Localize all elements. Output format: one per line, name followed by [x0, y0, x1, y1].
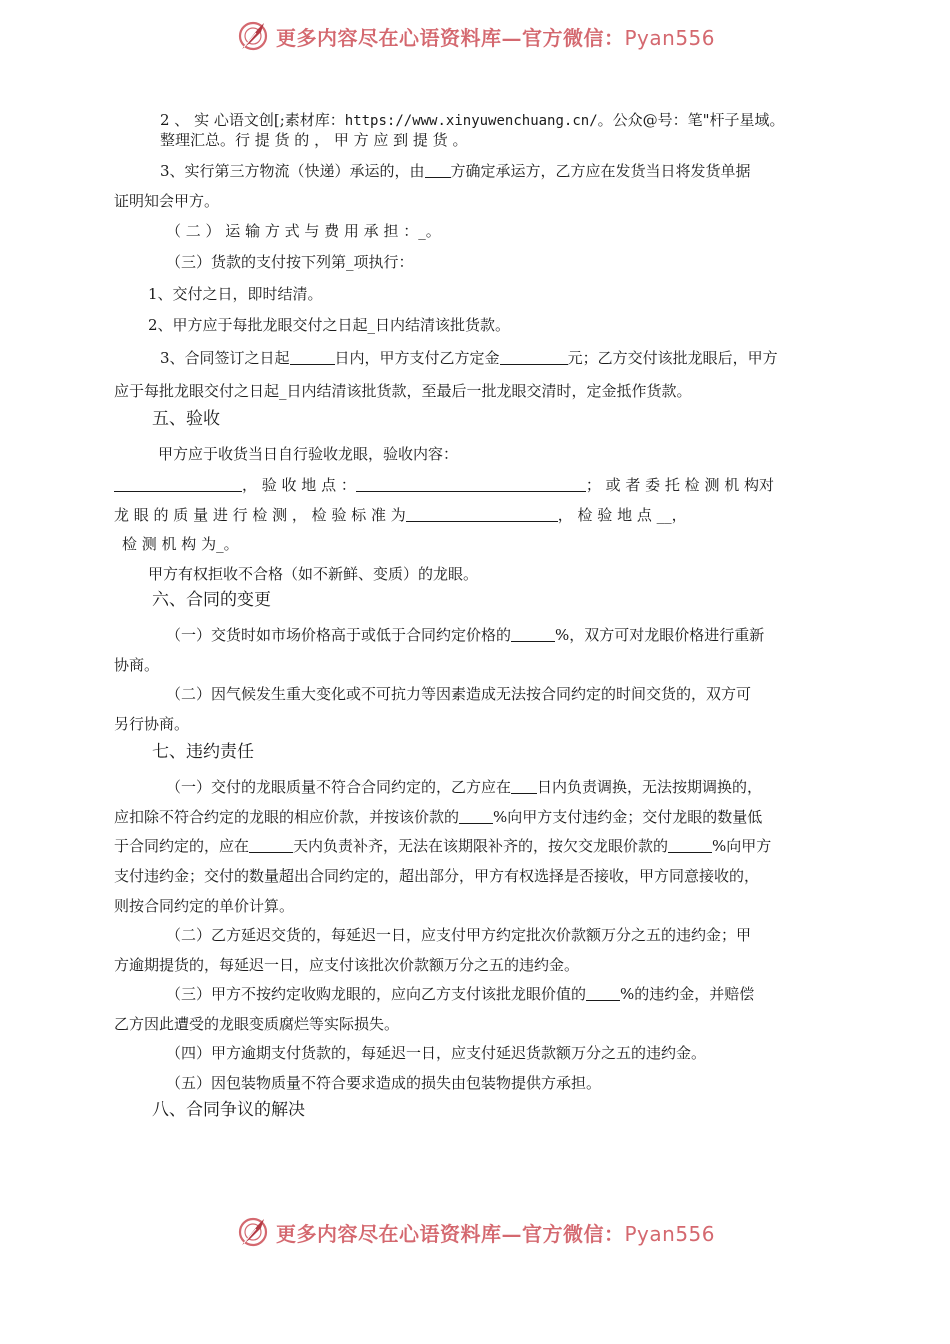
clause-3-line2: 证明知会甲方。 — [114, 192, 220, 210]
payment-option-1: 1、交付之日，即时结清。 — [148, 285, 323, 303]
breach-1-line3: 于合同约定的，应在 天内负责补齐，无法在该期限补齐的，按欠交龙眼价款的 %向甲方 — [114, 837, 772, 855]
breach-3-line2: 乙方因此遭受的龙眼变质腐烂等实际损失。 — [114, 1015, 400, 1033]
breach-4: （四）甲方逾期支付货款的，每延迟一日，应支付延迟货款额万分之五的违约金。 — [166, 1044, 707, 1062]
inspection-intro: 甲方应于收货当日自行验收龙眼，验收内容： — [158, 445, 459, 463]
breach-1-line5: 则按合同约定的单价计算。 — [114, 897, 295, 915]
change-clause-2-line2: 另行协商。 — [114, 715, 190, 733]
banner-text: 更多内容尽在心语资料库—官方微信：Pyan556 — [276, 1221, 716, 1246]
blank-field — [425, 162, 451, 178]
blank-field — [511, 778, 537, 794]
breach-1-line2: 应扣除不符合约定的龙眼的相应价款，并按该价款的 %向甲方支付违约金；交付龙眼的数量低 — [114, 808, 763, 826]
header-banner — [236, 16, 736, 56]
blank-field — [114, 476, 242, 492]
rejection-clause: 甲方有权拒收不合格（如不新鲜、变质）的龙眼。 — [148, 565, 479, 583]
change-clause-1-line2: 协商。 — [114, 656, 160, 674]
breach-1-line4: 支付违约金；交付的数量超出合同约定的，超出部分，甲方有权选择是否接收，甲方同意接收的， — [114, 867, 760, 885]
footer-banner — [236, 1212, 736, 1252]
inspection-line2: 龙 眼 的 质 量 进 行 检 测 ， 检 验 标 准 为 ， 检 验 地 点 __， — [114, 506, 687, 524]
blank-field — [406, 506, 558, 522]
payment-option-3-line1: 3、合同签订之日起 日内，甲方支付乙方定金 元；乙方交付该批龙眼后，甲方 — [160, 349, 778, 367]
breach-2-line2: 方逾期提货的，每延迟一日，应支付该批次价款额万分之五的违约金。 — [114, 956, 580, 974]
blank-field — [511, 626, 555, 642]
payment-option-3-line2: 应于每批龙眼交付之日起_日内结清该批货款，至最后一批龙眼交清时，定金抵作货款。 — [114, 382, 692, 400]
change-clause-1-line1: （一）交货时如市场价格高于或低于合同约定价格的 %，双方可对龙眼价格进行重新 — [166, 626, 765, 644]
blank-field — [459, 808, 493, 824]
breach-1-line1: （一）交付的龙眼质量不符合合同约定的，乙方应在 日内负责调换，无法按期调换的， — [166, 778, 763, 796]
clause-2-line1: 2 、 实 心语文创[;素材库：https://www.xinyuwenchuang.cn/。公众@号：笔"杆子星域。 — [160, 111, 785, 129]
payment-clause: （三）货款的支付按下列第_项执行： — [166, 253, 414, 271]
blank-field — [586, 985, 620, 1001]
section-heading-7: 七、违约责任 — [152, 742, 254, 762]
quill-logo-icon — [236, 1215, 270, 1249]
banner-text: 更多内容尽在心语资料库—官方微信：Pyan556 — [276, 25, 716, 50]
payment-option-2: 2、甲方应于每批龙眼交付之日起_日内结清该批货款。 — [148, 316, 511, 334]
inspection-line1: ， 验 收 地 点 ： ； 或 者 委 托 检 测 机 构对 — [114, 475, 774, 495]
breach-5: （五）因包装物质量不符合要求造成的损失由包装物提供方承担。 — [166, 1074, 602, 1092]
section-heading-8: 八、合同争议的解决 — [152, 1100, 305, 1120]
blank-field — [249, 837, 293, 853]
blank-field — [500, 349, 568, 365]
clause-2-line2: 整理汇总。行 提 货 的 ， 甲 方 应 到 提 货 。 — [160, 131, 468, 149]
change-clause-2-line1: （二）因气候发生重大变化或不可抗力等因素造成无法按合同约定的时间交货的，双方可 — [166, 685, 752, 703]
clause-3-line1: 3、实行第三方物流（快递）承运的，由 方确定承运方，乙方应在发货当日将发货单据 — [160, 162, 751, 180]
blank-field — [668, 837, 712, 853]
inspection-line3: 检 测 机 构 为_。 — [122, 535, 239, 553]
section-heading-6: 六、合同的变更 — [152, 590, 271, 610]
breach-3-line1: （三）甲方不按约定收购龙眼的，应向乙方支付该批龙眼价值的 %的违约金，并赔偿 — [166, 985, 755, 1003]
blank-field — [290, 349, 335, 365]
section-heading-5: 五、验收 — [152, 409, 220, 429]
transport-clause: （ 二 ） 运 输 方 式 与 费 用 承 担 ：_。 — [166, 222, 441, 240]
breach-2-line1: （二）乙方延迟交货的，每延迟一日，应支付甲方约定批次价款额万分之五的违约金；甲 — [166, 926, 752, 944]
blank-field — [356, 476, 586, 492]
quill-logo-icon — [236, 19, 270, 53]
